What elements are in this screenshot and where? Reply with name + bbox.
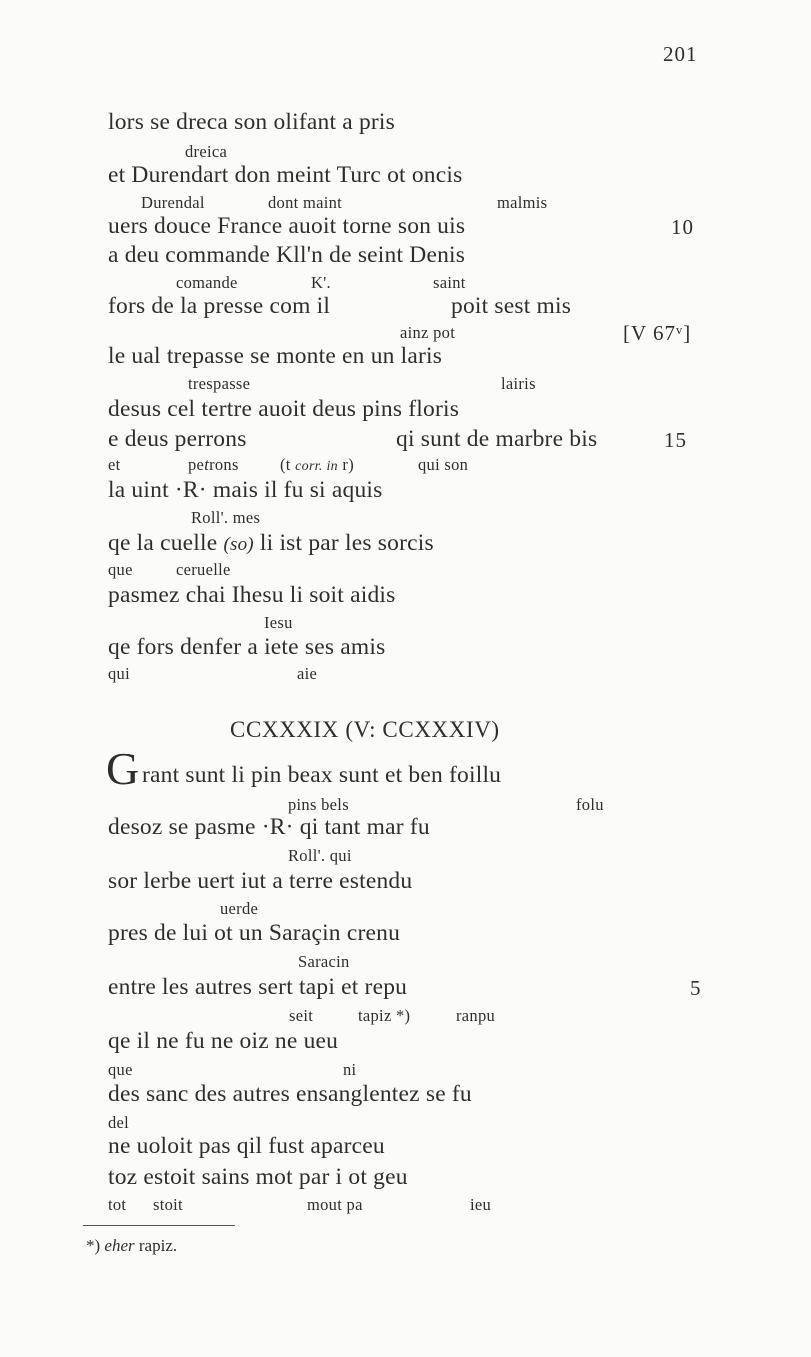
- variant-gloss: trespasse: [188, 374, 251, 393]
- page-number: 201: [663, 42, 698, 66]
- variant-gloss: K'.: [311, 273, 331, 292]
- line-number: 15: [664, 428, 687, 452]
- variant-gloss: tot: [108, 1195, 127, 1214]
- verse-line: a deu commande Kll'n de seint Denis: [108, 242, 466, 268]
- variant-gloss: que: [108, 560, 133, 579]
- variant-gloss: malmis: [497, 193, 548, 212]
- variant-gloss: tapiz *): [358, 1006, 411, 1025]
- manuscript-reference: [V 67ᵛ]: [623, 321, 692, 345]
- variant-gloss: Roll'. qui: [288, 846, 352, 865]
- variant-gloss: Saracin: [298, 952, 350, 971]
- variant-gloss: saint: [433, 273, 466, 292]
- verse-line: entre les autres sert tapi et repu: [108, 974, 408, 1000]
- verse-line: qe la cuelle (so) li ist par les sorcis: [108, 530, 434, 556]
- variant-gloss: Iesu: [264, 613, 293, 632]
- verse-line: et Durendart don meint Turc ot oncis: [108, 162, 463, 188]
- verse-line: sor lerbe uert iut a terre estendu: [108, 868, 413, 894]
- variant-gloss: ainz pot: [400, 323, 456, 342]
- variant-gloss: qui: [108, 664, 130, 683]
- verse-line: desus cel tertre auoit deus pins floris: [108, 396, 460, 422]
- verse-line: ne uoloit pas qil fust aparceu: [108, 1133, 385, 1159]
- variant-gloss: que: [108, 1060, 133, 1079]
- variant-gloss: ieu: [470, 1195, 492, 1214]
- verse-line: e deus perrons: [108, 426, 247, 452]
- verse-line: la uint ·R· mais il fu si aquis: [108, 477, 383, 503]
- drop-cap-initial: G: [106, 743, 140, 794]
- verse-line: des sanc des autres ensanglentez se fu: [108, 1081, 472, 1107]
- variant-gloss: lairis: [501, 374, 536, 393]
- variant-gloss: et: [108, 455, 121, 474]
- verse-line: le ual trepasse se monte en un laris: [108, 343, 443, 369]
- verse-line: qi sunt de marbre bis: [396, 426, 598, 452]
- variant-gloss: dreica: [185, 142, 228, 161]
- verse-line: pasmez chai Ihesu li soit aidis: [108, 582, 396, 608]
- verse-line: uers douce France auoit torne son uis: [108, 213, 466, 239]
- verse-line: rant sunt li pin beax sunt et ben foillu: [142, 762, 502, 788]
- variant-gloss: seit: [289, 1006, 314, 1025]
- verse-line: fors de la presse com il: [108, 293, 331, 319]
- variant-gloss: comande: [176, 273, 238, 292]
- footnote-mark: *): [86, 1236, 101, 1255]
- variant-gloss: dont maint: [268, 193, 343, 212]
- line-number: 10: [671, 215, 694, 239]
- variant-gloss: ranpu: [456, 1006, 496, 1025]
- variant-gloss: stoit: [153, 1195, 183, 1214]
- verse-line: desoz se pasme ·R· qi tant mar fu: [108, 814, 430, 840]
- verse-line: qe il ne fu ne oiz ne ueu: [108, 1028, 339, 1054]
- variant-gloss: Roll'. mes: [191, 508, 261, 527]
- variant-gloss: del: [108, 1113, 130, 1132]
- line-number: 5: [690, 976, 702, 1000]
- verse-line: lors se dreca son olifant a pris: [108, 109, 396, 135]
- verse-line: qe fors denfer a iete ses amis: [108, 634, 386, 660]
- variant-gloss: qui son: [418, 455, 469, 474]
- verse-line: pres de lui ot un Saraçin crenu: [108, 920, 401, 946]
- editorial-note: (t corr. in r): [280, 455, 355, 474]
- variant-gloss: Durendal: [141, 193, 205, 212]
- variant-gloss: uerde: [220, 899, 259, 918]
- variant-gloss: aie: [297, 664, 318, 683]
- variant-gloss: ni: [343, 1060, 357, 1079]
- variant-gloss: pins bels: [288, 795, 349, 814]
- footnote: *) eher rapiz.: [86, 1236, 178, 1255]
- verse-line: poit sest mis: [451, 293, 572, 319]
- variant-gloss: ceruelle: [176, 560, 231, 579]
- laisse-heading: CCXXXIX (V: CCXXXIV): [230, 717, 500, 742]
- verse-line: toz estoit sains mot par i ot geu: [108, 1164, 408, 1190]
- footnote-rule: [83, 1225, 235, 1226]
- variant-gloss: folu: [576, 795, 604, 814]
- variant-gloss: petrons: [188, 455, 239, 474]
- variant-gloss: mout pa: [307, 1195, 363, 1214]
